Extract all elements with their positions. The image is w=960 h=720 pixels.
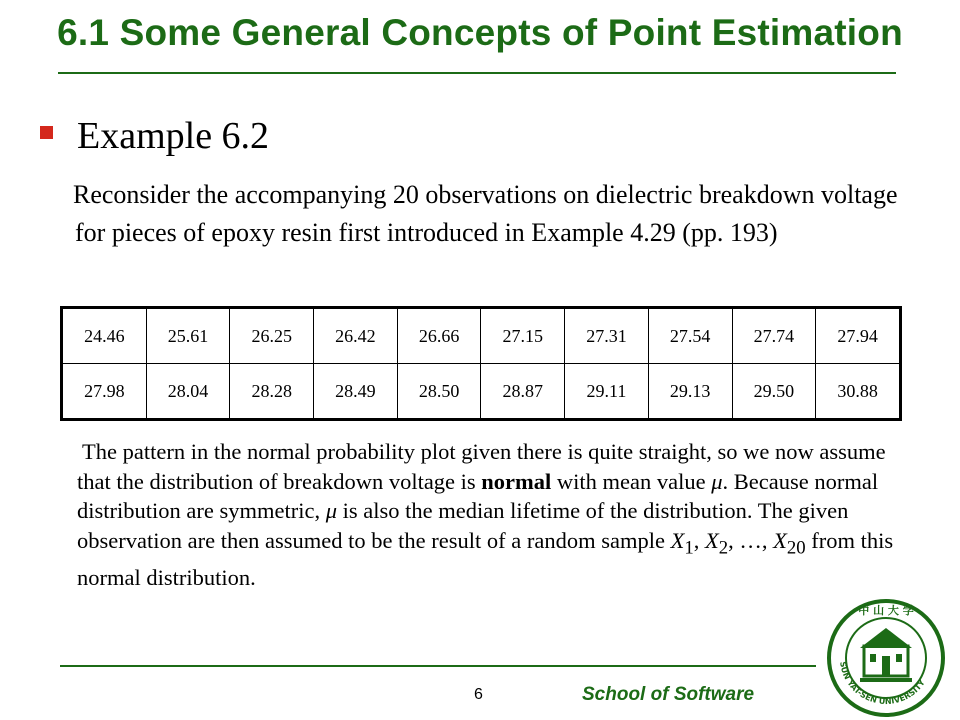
table-cell: 27.31 [565,308,649,364]
page-number: 6 [474,686,483,703]
table-cell: 27.74 [732,308,816,364]
ellipsis: , …, [728,527,774,553]
para-text-2: with mean value [551,468,712,494]
table-cell: 24.46 [62,308,147,364]
table-cell: 27.94 [816,308,901,364]
table-cell: 28.49 [314,364,398,420]
para-bold-normal: normal [481,468,552,494]
table-cell: 27.54 [648,308,732,364]
table-cell: 28.28 [230,364,314,420]
x-var: X [704,527,719,553]
table-cell: 28.87 [481,364,565,420]
title-divider [58,72,896,74]
mu-symbol: μ [325,498,337,523]
table-row [62,308,901,364]
observations-table [60,306,902,421]
table-cell: 28.04 [146,364,230,420]
table-cell: 30.88 [816,364,901,420]
comma: , [693,527,700,553]
x-sub-2: 2 [718,537,729,558]
x-sub-20: 20 [786,537,806,558]
intro-text: Reconsider the accompanying 20 observations on dielectric breakdown voltage for pieces of epoxy resin first introduced in Example 4.29 (pp. 193) [73,180,898,247]
x-var: X [670,527,685,553]
slide-title: 6.1 Some General Concepts of Point Estimation [57,12,903,53]
para-text-5: from this normal distribution. [77,527,894,590]
university-seal-logo [826,598,946,718]
example-heading: Example 6.2 [77,115,270,157]
footer-divider [60,665,816,667]
table-cell: 25.61 [146,308,230,364]
table-cell: 27.98 [62,364,147,420]
table-cell: 26.42 [314,308,398,364]
para-text-1: The pattern in the normal probability plot given there is quite straight, so we now assume that the distribution of breakdown voltage is [77,439,886,494]
table-cell: 29.11 [565,364,649,420]
para-text-4: is also the median lifetime of the distribution. The given observation are then assumed to be the result of a random sample [77,498,849,553]
table-cell: 28.50 [397,364,481,420]
table-row [62,364,901,420]
table-cell: 27.15 [481,308,565,364]
mu-symbol: μ [711,468,723,494]
table-cell: 29.50 [732,364,816,420]
table-cell: 29.13 [648,364,732,420]
bullet-square-icon [40,126,53,139]
x-var: X [773,527,787,553]
para-text-3: . Because normal distribution are symmetric, [77,468,879,523]
body-paragraph [77,437,917,592]
svg-text:中 山 大 学: 中 山 大 学 [858,604,914,617]
svg-text:SUN YAT-SEN UNIVERSITY: SUN YAT-SEN UNIVERSITY [838,660,927,707]
footer-school: School of Software [582,684,755,705]
x-sub-1: 1 [684,537,694,558]
table-cell: 26.25 [230,308,314,364]
table-cell: 26.66 [397,308,481,364]
